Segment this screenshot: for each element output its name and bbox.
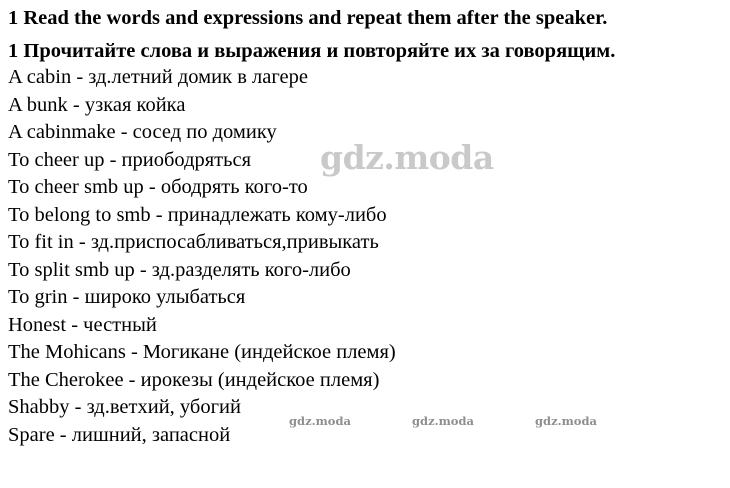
exercise-heading-russian: 1 Прочитайте слова и выражения и повторяйте их за говорящим. [8,40,616,62]
watermark-small: gdz.moda [535,414,597,428]
vocabulary-entry: Spare - лишний, запасной [8,423,231,446]
vocabulary-entry: To fit in - зд.приспосабливаться,привыкать [8,231,379,253]
vocabulary-entry: To cheer smb up - ободрять кого-то [8,176,308,198]
vocabulary-entry: The Mohicans - Могикане (индейское племя) [8,341,396,363]
vocabulary-entry: A bunk - узкая койка [8,93,186,116]
vocabulary-list [8,64,396,449]
vocabulary-entry: A cabinmake - сосед по домику [8,121,277,143]
watermark-small: gdz.moda [289,414,351,428]
watermark-small: gdz.moda [412,414,474,428]
vocabulary-entry: Shabby - зд.ветхий, убогий [8,396,241,418]
vocabulary-entry: To split smb up - зд.разделять кого-либо [8,258,351,281]
vocabulary-entry: Honest - честный [8,313,157,336]
vocabulary-entry: A cabin - зд.летний домик в лагере [8,66,308,88]
vocabulary-entry: To cheer up - приободряться [8,148,252,171]
exercise-heading-english: 1 Read the words and expressions and repeat them after the speaker. [8,7,608,29]
watermark-large: gdz.moda [320,138,494,177]
vocabulary-entry: To grin - широко улыбаться [8,286,246,308]
vocabulary-entry: To belong to smb - принадлежать кому-либо [8,203,387,226]
vocabulary-entry: The Cherokee - ирокезы (индейское племя) [8,368,380,391]
